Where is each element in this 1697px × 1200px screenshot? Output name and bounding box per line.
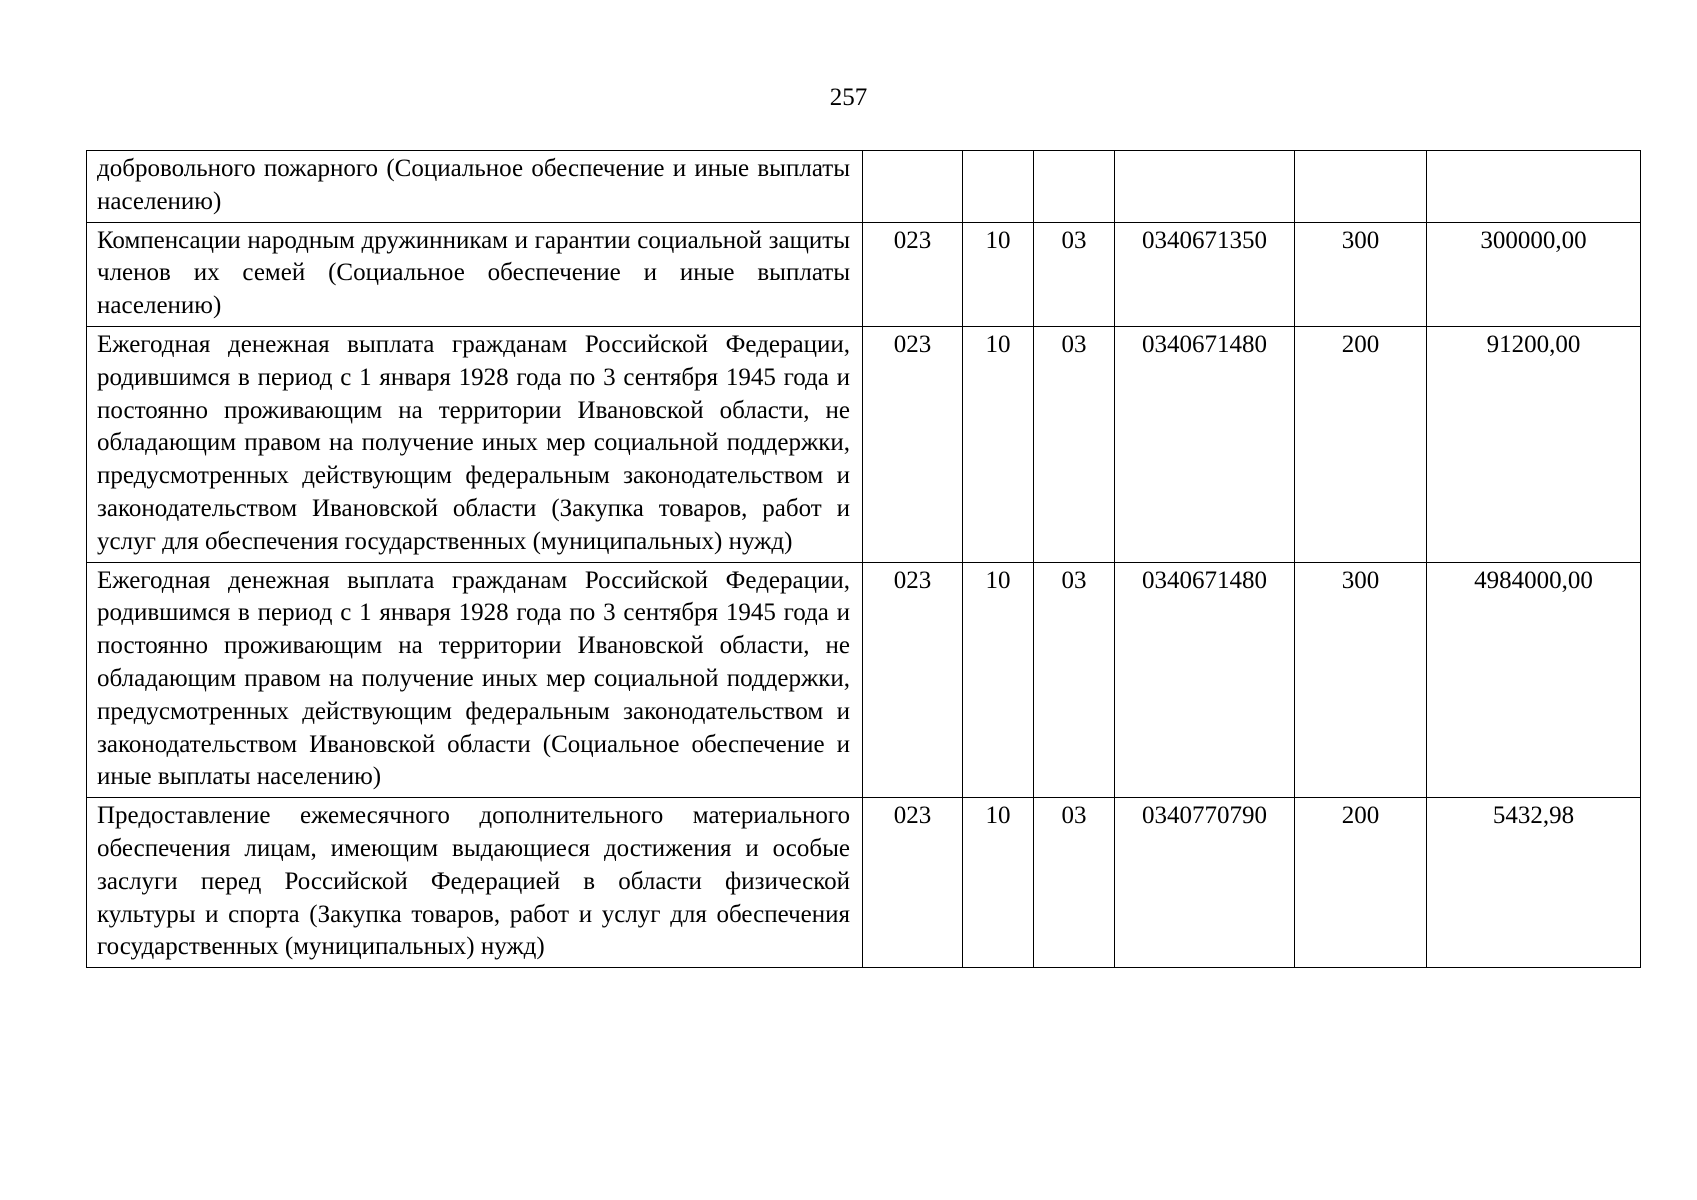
table-row [87, 222, 1641, 326]
row-description: Ежегодная денежная выплата гражданам Российской Федерации, родившимся в период с 1 января 1928 года по 3 сентября 1945 года и постоянно проживающим на территории Ивановской области, не обладающим правом на получение иных мер социальной поддержки, предусмотренных действующим федеральным законодательством и законодательством Ивановской области (Закупка товаров, работ и услуг для обеспечения государственных (муниципальных) нужд) [87, 326, 863, 562]
row-grbs-code [863, 151, 963, 223]
table-row [87, 798, 1641, 968]
row-description: Компенсации народным дружинникам и гарантии социальной защиты членов их семей (Социальное обеспечение и иные выплаты населению) [87, 222, 863, 326]
row-subsection: 03 [1034, 222, 1115, 326]
row-expense-type: 200 [1295, 798, 1427, 968]
budget-table [86, 150, 1641, 968]
row-amount: 91200,00 [1427, 326, 1641, 562]
row-grbs-code: 023 [863, 326, 963, 562]
row-description: Ежегодная денежная выплата гражданам Российской Федерации, родившимся в период с 1 января 1928 года по 3 сентября 1945 года и постоянно проживающим на территории Ивановской области, не обладающим правом на получение иных мер социальной поддержки, предусмотренных действующим федеральным законодательством и законодательством Ивановской области (Социальное обеспечение и иные выплаты населению) [87, 562, 863, 798]
row-target-article: 0340671480 [1115, 326, 1295, 562]
row-amount: 5432,98 [1427, 798, 1641, 968]
page-number: 257 [829, 84, 868, 111]
row-section: 10 [963, 222, 1034, 326]
row-target-article: 0340671480 [1115, 562, 1295, 798]
row-target-article: 0340770790 [1115, 798, 1295, 968]
row-grbs-code: 023 [863, 222, 963, 326]
row-expense-type: 300 [1295, 562, 1427, 798]
row-subsection: 03 [1034, 326, 1115, 562]
row-description: Предоставление ежемесячного дополнительного материального обеспечения лицам, имеющим выдающиеся достижения и особые заслуги перед Российской Федерацией в области физической культуры и спорта (Закупка товаров, работ и услуг для обеспечения государственных (муниципальных) нужд) [87, 798, 863, 968]
row-target-article: 0340671350 [1115, 222, 1295, 326]
row-section: 10 [963, 562, 1034, 798]
table-row [87, 562, 1641, 798]
row-expense-type: 300 [1295, 222, 1427, 326]
row-amount: 4984000,00 [1427, 562, 1641, 798]
row-amount [1427, 151, 1641, 223]
row-subsection: 03 [1034, 798, 1115, 968]
row-grbs-code: 023 [863, 798, 963, 968]
row-description: добровольного пожарного (Социальное обеспечение и иные выплаты населению) [87, 151, 863, 223]
table-row [87, 326, 1641, 562]
row-section [963, 151, 1034, 223]
row-target-article [1115, 151, 1295, 223]
row-section: 10 [963, 798, 1034, 968]
table-row [87, 151, 1641, 223]
row-subsection: 03 [1034, 562, 1115, 798]
row-section: 10 [963, 326, 1034, 562]
row-subsection [1034, 151, 1115, 223]
row-grbs-code: 023 [863, 562, 963, 798]
row-expense-type: 200 [1295, 326, 1427, 562]
row-expense-type [1295, 151, 1427, 223]
row-amount: 300000,00 [1427, 222, 1641, 326]
